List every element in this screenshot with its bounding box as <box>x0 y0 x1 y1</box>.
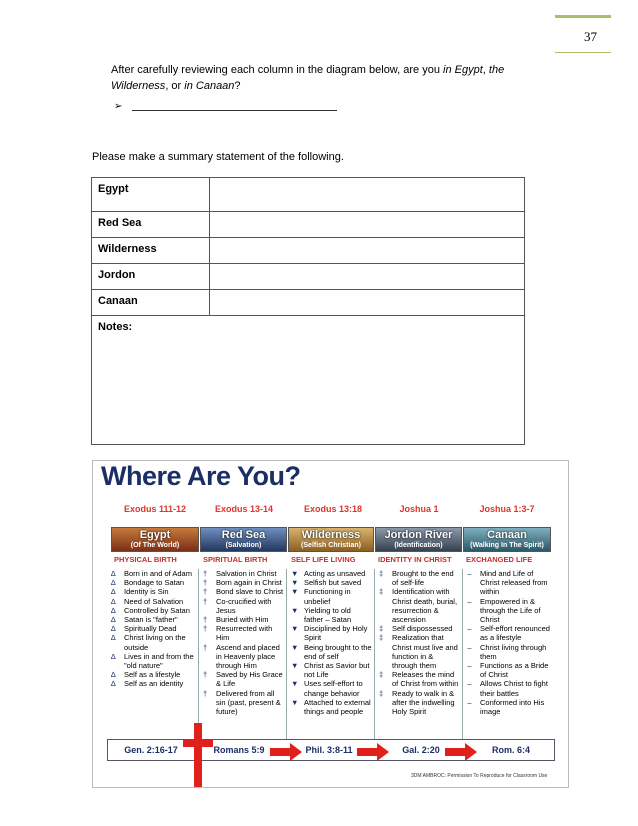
row-label: Egypt <box>92 178 210 212</box>
bullet-marker-icon: ▼ <box>291 661 299 671</box>
item-text: Self as a lifestyle <box>124 670 181 680</box>
item-text: Christ as Savior but not Life <box>304 661 370 680</box>
list-item <box>463 698 555 716</box>
bullet-marker-icon: ‡ <box>379 569 384 578</box>
list-item <box>107 652 198 670</box>
summary-cell[interactable] <box>210 178 525 212</box>
bullet-marker-icon: ∆ <box>111 596 116 606</box>
summary-instruction: Please make a summary statement of the following. <box>92 151 344 163</box>
arrow-bullet-icon: ➢ <box>114 101 123 112</box>
row-label: Red Sea <box>92 212 210 238</box>
list-item <box>375 689 462 717</box>
item-text: Spiritually Dead <box>124 624 177 634</box>
bullet-marker-icon: † <box>203 688 208 698</box>
where-are-you-diagram <box>92 460 569 788</box>
bullet-marker-icon: † <box>203 624 208 634</box>
diagram-title: Where Are You? <box>101 461 301 491</box>
item-text: Controlled by Satan <box>124 605 190 615</box>
item-text: Satan is "father" <box>124 615 178 625</box>
bullet-marker-icon: ▼ <box>291 624 299 634</box>
column-items-egypt <box>107 569 199 744</box>
bullet-marker-icon: ∆ <box>111 624 116 634</box>
column-heading: EXCHANGED LIFE <box>466 555 533 564</box>
bullet-marker-icon: ∆ <box>111 615 116 625</box>
item-text: Ascend and placed in Heavenly place through Him <box>216 642 280 671</box>
item-text: Conformed into His image <box>480 697 545 717</box>
item-text: Functions as a Bride of Christ <box>480 661 549 680</box>
bullet-marker-icon: † <box>203 569 208 578</box>
summary-cell[interactable] <box>210 238 525 264</box>
item-text: Attached to external things and people <box>304 697 371 717</box>
bullet-marker-icon: ▼ <box>291 642 299 652</box>
column-items-red-sea <box>199 569 287 744</box>
column-header-red-sea: Red Sea (Salvation) <box>200 527 287 552</box>
table-row <box>92 290 525 316</box>
bullet-marker-icon: ▼ <box>291 697 299 707</box>
intro-question: After carefully reviewing each column in the diagram below, are you in Egypt, the Wilderness, or in Canaan? <box>111 64 505 92</box>
list-item <box>463 597 555 625</box>
list-item <box>463 569 555 597</box>
item-text: Self as an identity <box>124 679 184 689</box>
list-item <box>375 624 462 633</box>
list-item <box>199 689 286 717</box>
verse-label: Phil. 3:8-11 <box>305 745 353 755</box>
item-text: Born again in Christ <box>216 578 282 588</box>
item-text: Allows Christ to fight their battles <box>480 679 548 698</box>
list-item <box>463 679 555 697</box>
bullet-marker-icon: ∆ <box>111 578 116 588</box>
reference-label: Joshua 1:3-7 <box>479 504 535 514</box>
list-item <box>107 569 198 578</box>
row-label: Jordon <box>92 264 210 290</box>
bullet-marker-icon: ▼ <box>291 569 299 578</box>
column-items-jordon-river <box>375 569 463 744</box>
column-heading: SELF LIFE LIVING <box>291 555 356 564</box>
notes-row <box>92 316 525 445</box>
page-number-rule-top <box>555 15 611 18</box>
list-item <box>463 661 555 679</box>
list-item <box>107 597 198 606</box>
column-heading: SPIRITUAL BIRTH <box>203 555 268 564</box>
table-row <box>92 264 525 290</box>
verse-label: Romans 5:9 <box>213 745 265 755</box>
summary-cell[interactable] <box>210 290 525 316</box>
list-item <box>287 624 374 642</box>
item-text: Mind and Life of Christ released from within <box>480 569 548 597</box>
item-text: Christ living through them <box>480 642 547 661</box>
red-arrow-icon <box>357 743 389 761</box>
summary-cell[interactable] <box>210 212 525 238</box>
row-label: Wilderness <box>92 238 210 264</box>
item-text: Co-crucified with Jesus <box>216 596 272 615</box>
item-text: Buried with Him <box>216 615 269 625</box>
list-item <box>287 698 374 716</box>
bullet-marker-icon: † <box>203 615 208 625</box>
column-heading: PHYSICAL BIRTH <box>114 555 177 564</box>
reference-label: Exodus 13:18 <box>303 504 363 514</box>
item-text: Salvation in Christ <box>216 569 277 578</box>
bullet-marker-icon: ▼ <box>291 578 299 588</box>
bullet-marker-icon: ‡ <box>379 624 384 634</box>
item-text: Functioning in unbelief <box>304 587 351 606</box>
item-text: Self-effort renounced as a lifestyle <box>480 624 550 643</box>
notes-label: Notes: <box>98 321 133 333</box>
bullet-marker-icon: ∆ <box>111 679 116 689</box>
table-row <box>92 212 525 238</box>
verse-label: Rom. 6:4 <box>491 745 530 755</box>
red-cross-icon <box>183 723 213 787</box>
item-text: Bondage to Satan <box>124 578 185 588</box>
scripture-references <box>111 504 551 516</box>
item-text: Realization that Christ must live and function in & through them <box>392 633 458 671</box>
list-item <box>287 569 374 578</box>
list-item <box>375 633 462 670</box>
list-item <box>287 587 374 605</box>
item-text: Bond slave to Christ <box>216 587 284 597</box>
bullet-marker-icon: ⌣ <box>467 569 472 578</box>
list-item <box>287 578 374 587</box>
item-text: Selfish but saved <box>304 578 362 588</box>
bullet-marker-icon: ⌣ <box>467 624 472 634</box>
reference-label: Exodus 13-14 <box>214 504 274 514</box>
list-item <box>463 624 555 642</box>
bullet-marker-icon: ‡ <box>379 587 384 597</box>
page-number: 37 <box>584 29 597 44</box>
reference-label: Joshua 1 <box>399 504 439 514</box>
page-number-rule-bottom <box>555 52 611 53</box>
item-text: Identification with Christ death, burial, resurrection & ascension <box>392 587 458 625</box>
bullet-marker-icon: † <box>203 578 208 588</box>
bullet-marker-icon: ∆ <box>111 587 116 597</box>
item-text: Yielding to old father – Satan <box>304 605 352 625</box>
list-item <box>199 643 286 671</box>
list-item <box>199 578 286 587</box>
item-text: Need of Salvation <box>124 596 184 606</box>
bullet-marker-icon: † <box>203 642 208 652</box>
bullet-marker-icon: † <box>203 596 208 606</box>
reference-label: Exodus 111-12 <box>123 504 187 514</box>
list-item <box>107 606 198 615</box>
bullet-marker-icon: ‡ <box>379 688 384 698</box>
item-text: Uses self-effort to change behavior <box>304 679 363 698</box>
bullet-marker-icon: † <box>203 670 208 680</box>
list-item <box>287 661 374 679</box>
list-item <box>199 569 286 578</box>
item-text: Saved by His Grace & Life <box>216 670 283 689</box>
bullet-marker-icon: ▼ <box>291 587 299 597</box>
item-text: Lives in and from the "old nature" <box>124 651 194 671</box>
list-item <box>199 624 286 642</box>
bullet-marker-icon: ∆ <box>111 670 116 680</box>
notes-cell[interactable] <box>92 316 525 445</box>
red-arrow-icon <box>445 743 477 761</box>
list-item <box>199 615 286 624</box>
column-header-jordon-river: Jordon River (Identification) <box>375 527 462 552</box>
column-heading: IDENTITY IN CHRIST <box>378 555 452 564</box>
list-item <box>107 587 198 596</box>
column-header-egypt: Egypt (Of The World) <box>111 527 199 552</box>
table-row <box>92 238 525 264</box>
bullet-marker-icon: ∆ <box>111 569 116 578</box>
bullet-marker-icon: ▼ <box>291 605 299 615</box>
item-text: Releases the mind of Christ from within <box>392 670 459 689</box>
list-item <box>199 587 286 596</box>
verse-label: Gal. 2:20 <box>402 745 440 755</box>
item-text: Resurrected with Him <box>216 624 273 643</box>
list-item <box>287 643 374 661</box>
bullet-marker-icon: ⌣ <box>467 679 472 689</box>
list-item <box>107 670 198 679</box>
item-text: Ready to walk in & after the indwelling Holy Spirit <box>392 688 455 717</box>
bullet-marker-icon: ∆ <box>111 633 116 643</box>
bullet-marker-icon: ⌣ <box>467 596 472 606</box>
bullet-marker-icon: ▼ <box>291 679 299 689</box>
list-item <box>287 679 374 697</box>
list-item <box>375 587 462 624</box>
item-text: Identity is Sin <box>124 587 169 597</box>
answer-line <box>114 101 337 112</box>
item-text: Christ living on the outside <box>124 633 186 652</box>
column-items-canaan <box>463 569 555 744</box>
bullet-marker-icon: ⌣ <box>467 661 472 671</box>
bullet-marker-icon: ∆ <box>111 605 116 615</box>
list-item <box>107 633 198 651</box>
column-header-wilderness: Wilderness (Selfish Christian) <box>288 527 374 552</box>
summary-cell[interactable] <box>210 264 525 290</box>
list-item <box>199 597 286 615</box>
bullet-marker-icon: † <box>203 587 208 597</box>
item-text: Delivered from all sin (past, present & future) <box>216 688 281 717</box>
permission-note: 3DM AMBROC: Permission To Reproduce for Classroom Use <box>411 773 548 779</box>
summary-table <box>91 177 525 445</box>
list-item <box>107 624 198 633</box>
item-text: Acting as unsaved <box>304 569 366 578</box>
list-item <box>287 606 374 624</box>
item-text: Being brought to the end of self <box>304 642 372 661</box>
list-item <box>107 615 198 624</box>
item-text: Brought to the end of self-life <box>392 569 454 588</box>
row-label: Canaan <box>92 290 210 316</box>
list-item <box>107 679 198 688</box>
verse-label: Gen. 2:16-17 <box>124 745 178 755</box>
item-text: Born in and of Adam <box>124 569 192 578</box>
column-items-wilderness <box>287 569 375 744</box>
bullet-marker-icon: ⌣ <box>467 642 472 652</box>
list-item <box>375 670 462 688</box>
bullet-marker-icon: ⌣ <box>467 697 472 707</box>
bullet-marker-icon: ‡ <box>379 670 384 680</box>
list-item <box>199 670 286 688</box>
column-header-canaan: Canaan (Walking In The Spirit) <box>463 527 551 552</box>
bullet-marker-icon: ∆ <box>111 651 116 661</box>
bullet-marker-icon: ‡ <box>379 633 384 643</box>
item-text: Empowered in & through the Life of Christ <box>480 596 541 625</box>
list-item <box>107 578 198 587</box>
answer-blank[interactable] <box>132 103 337 111</box>
list-item <box>463 643 555 661</box>
item-text: Disciplined by Holy Spirit <box>304 624 368 643</box>
list-item <box>375 569 462 587</box>
item-text: Self dispossessed <box>392 624 453 634</box>
table-row <box>92 178 525 212</box>
red-arrow-icon <box>270 743 302 761</box>
